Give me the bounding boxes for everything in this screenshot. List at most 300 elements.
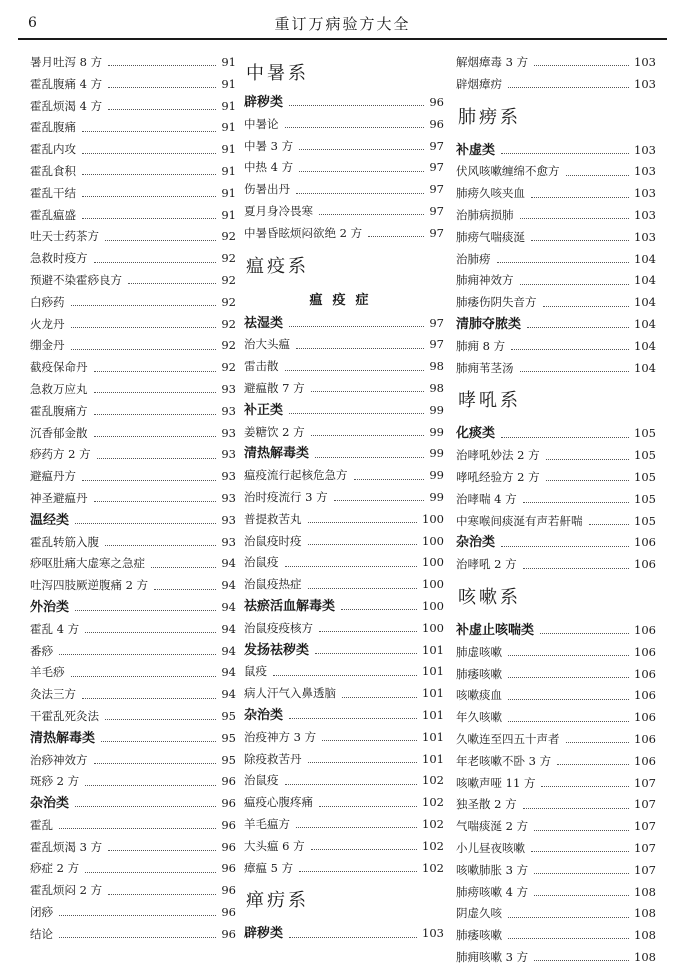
toc-entry (456, 947, 656, 969)
toc-entry (30, 314, 236, 336)
entry-label: 祛瘀活血解毒类 (244, 598, 336, 614)
entry-page: 107 (634, 819, 656, 834)
entry-label: 咳嗽痰血 (456, 688, 502, 703)
dot-leader (59, 915, 216, 916)
dot-leader (589, 524, 630, 525)
entry-page: 108 (634, 949, 656, 964)
entry-page: 105 (634, 491, 656, 506)
toc-entry (30, 292, 236, 314)
dot-leader (94, 262, 217, 263)
toc-entry (244, 179, 444, 201)
entry-label: 治肺病损肺 (456, 207, 514, 222)
toc-entry (456, 773, 656, 795)
entry-page: 93 (221, 534, 236, 549)
entry-page: 91 (221, 76, 236, 91)
dot-leader (108, 87, 216, 88)
entry-label: 年老咳嗽不卧 3 方 (456, 753, 552, 768)
dot-leader (82, 174, 216, 175)
entry-label: 霍乱 4 方 (30, 621, 80, 636)
toc-entry (30, 466, 236, 488)
toc-entry (456, 270, 656, 292)
category-entry (456, 140, 656, 162)
toc-entry (244, 552, 444, 574)
dot-leader (285, 370, 425, 371)
dot-leader (523, 502, 629, 503)
entry-page: 92 (221, 316, 236, 331)
toc-entry (30, 444, 236, 466)
toc-column-3 (456, 52, 656, 969)
entry-label: 除疫救苦丹 (244, 751, 302, 766)
entry-page: 103 (634, 164, 656, 179)
entry-label: 瘟疫心腹疼痛 (244, 795, 313, 810)
chapter-heading: 中暑系 (246, 63, 309, 84)
toc-entry (30, 139, 236, 161)
dot-leader (534, 830, 629, 831)
entry-label: 结论 (30, 926, 53, 941)
entry-label: 吐泻四肢厥逆腹痛 2 方 (30, 578, 149, 593)
entry-label: 预避不染霍痧良方 (30, 272, 122, 287)
dot-leader (311, 849, 417, 850)
dot-leader (308, 522, 418, 523)
entry-label: 伤暑出丹 (244, 182, 290, 197)
dot-leader (82, 218, 216, 219)
dot-leader (566, 175, 630, 176)
entry-label: 大头瘟 6 方 (244, 838, 305, 853)
toc-entry (30, 532, 236, 554)
entry-label: 清热解毒类 (244, 446, 310, 462)
toc-entry (30, 837, 236, 859)
dot-leader (308, 544, 418, 545)
entry-label: 神圣避瘟丹 (30, 490, 88, 505)
entry-page: 106 (634, 731, 656, 746)
dot-leader (308, 762, 418, 763)
dot-leader (511, 349, 629, 350)
entry-label: 截疫保命丹 (30, 360, 88, 375)
dot-leader (520, 371, 630, 372)
entry-label: 霍乱干结 (30, 185, 76, 200)
entry-label: 治大头瘟 (244, 337, 290, 352)
dot-leader (508, 938, 629, 939)
toc-entry (30, 706, 236, 728)
entry-label: 治哮喘 4 方 (456, 491, 517, 506)
entry-page: 91 (221, 163, 236, 178)
toc-entry (30, 553, 236, 575)
chapter-heading: 肺痨系 (458, 106, 521, 128)
entry-page: 92 (221, 229, 236, 244)
toc-entry (30, 750, 236, 772)
entry-label: 闭痧 (30, 905, 53, 920)
toc-entry (456, 161, 656, 183)
entry-label: 肺痿咳嗽 (456, 666, 502, 681)
entry-page: 96 (221, 796, 236, 811)
toc-column-2 (244, 52, 444, 945)
entry-page: 96 (221, 817, 236, 832)
category-entry (244, 705, 444, 727)
entry-label: 治时疫流行 3 方 (244, 489, 328, 504)
toc-entry (456, 205, 656, 227)
toc-entry (244, 356, 444, 378)
dot-leader (299, 871, 417, 872)
entry-page: 94 (221, 687, 236, 702)
entry-label: 羊毛痧 (30, 665, 65, 680)
toc-entry (244, 465, 444, 487)
dot-leader (296, 348, 424, 349)
entry-label: 肺痿伤阴失音方 (456, 295, 537, 310)
entry-label: 霍乱瘟盛 (30, 207, 76, 222)
entry-label: 白痧药 (30, 294, 65, 309)
entry-label: 久嗽连至四五十声者 (456, 731, 560, 746)
entry-page: 95 (221, 752, 236, 767)
dot-leader (82, 698, 216, 699)
entry-page: 106 (634, 622, 656, 637)
entry-page: 100 (422, 511, 444, 526)
entry-page: 94 (221, 665, 236, 680)
toc-entry (456, 467, 656, 489)
entry-page: 92 (221, 338, 236, 353)
entry-label: 普提救苦丸 (244, 511, 302, 526)
dot-leader (527, 327, 629, 328)
dot-leader (285, 566, 418, 567)
entry-label: 沉香郁金散 (30, 425, 88, 440)
toc-entry (456, 882, 656, 904)
page-number: 6 (28, 15, 37, 31)
toc-entry (244, 531, 444, 553)
category-entry (30, 510, 236, 532)
dot-leader (523, 808, 629, 809)
entry-label: 治鼠疫 (244, 555, 279, 570)
toc-entry (456, 860, 656, 882)
entry-page: 96 (221, 839, 236, 854)
entry-label: 中暑昏眩烦闷欲绝 2 方 (244, 225, 363, 240)
entry-label: 肺痿咳嗽 (456, 928, 502, 943)
category-entry (456, 314, 656, 336)
entry-page: 105 (634, 513, 656, 528)
entry-label: 干霍乱死灸法 (30, 708, 99, 723)
entry-label: 中暑论 (244, 116, 279, 131)
entry-page: 105 (634, 448, 656, 463)
dot-leader (94, 436, 217, 437)
dot-leader (315, 457, 424, 458)
entry-page: 107 (634, 797, 656, 812)
dot-leader (368, 236, 424, 237)
entry-page: 106 (634, 710, 656, 725)
toc-entry (456, 642, 656, 664)
dot-leader (289, 326, 424, 327)
entry-label: 瘴瘟 5 方 (244, 860, 294, 875)
entry-page: 99 (429, 402, 444, 417)
entry-page: 106 (634, 666, 656, 681)
entry-page: 105 (634, 426, 656, 441)
entry-page: 99 (429, 468, 444, 483)
entry-page: 106 (634, 753, 656, 768)
entry-label: 急救时疫方 (30, 251, 88, 266)
entry-page: 94 (221, 578, 236, 593)
entry-label: 瘟疫流行起核危急方 (244, 468, 348, 483)
entry-page: 94 (221, 621, 236, 636)
toc-entry (456, 751, 656, 773)
entry-label: 发扬祛秽类 (244, 642, 310, 658)
toc-entry (456, 794, 656, 816)
dot-leader (285, 127, 425, 128)
chapter-heading: 哮吼系 (458, 390, 521, 412)
entry-page: 107 (634, 775, 656, 790)
toc-entry (244, 661, 444, 683)
dot-leader (319, 214, 424, 215)
chapter-heading: 瘟疫系 (246, 255, 309, 277)
entry-page: 91 (221, 142, 236, 157)
dot-leader (557, 764, 629, 765)
category-entry (30, 597, 236, 619)
dot-leader (308, 588, 418, 589)
toc-entry (30, 248, 236, 270)
toc-entry (456, 445, 656, 467)
toc-entry (456, 358, 656, 380)
entry-label: 补正类 (244, 402, 284, 418)
entry-page: 103 (634, 55, 656, 69)
entry-label: 中热 4 方 (244, 160, 294, 175)
category-entry (30, 793, 236, 815)
chapter-heading: 咳嗽系 (458, 586, 521, 608)
toc-entry (244, 858, 444, 880)
entry-page: 91 (221, 120, 236, 135)
entry-label: 肺虚咳嗽 (456, 644, 502, 659)
toc-entry (30, 662, 236, 684)
entry-page: 103 (634, 76, 656, 91)
entry-label: 化痰类 (456, 426, 496, 442)
toc-entry (456, 707, 656, 729)
book-title: 重订万病验方大全 (274, 15, 411, 33)
entry-label: 绷金丹 (30, 338, 65, 353)
entry-page: 97 (429, 315, 444, 330)
dot-leader (501, 437, 629, 438)
toc-entry (30, 335, 236, 357)
dot-leader (501, 546, 629, 547)
dot-leader (508, 699, 629, 700)
dot-leader (508, 721, 629, 722)
entry-page: 107 (634, 862, 656, 877)
toc-entry (244, 618, 444, 640)
dot-leader (97, 458, 217, 459)
entry-label: 清热解毒类 (30, 730, 96, 746)
toc-entry (30, 858, 236, 880)
dot-leader (108, 109, 216, 110)
entry-page: 104 (634, 360, 656, 375)
entry-label: 霍乱烦闷 2 方 (30, 883, 103, 898)
entry-page: 93 (221, 469, 236, 484)
dot-leader (534, 65, 629, 66)
toc-entry (244, 157, 444, 179)
entry-label: 霍乱腹痛 (30, 120, 76, 135)
dot-leader (296, 193, 424, 194)
dot-leader (508, 87, 629, 88)
entry-page: 104 (634, 316, 656, 331)
dot-leader (273, 675, 417, 676)
entry-page: 97 (429, 138, 444, 153)
dot-leader (85, 872, 216, 873)
toc-entry (244, 378, 444, 400)
toc-entry (30, 161, 236, 183)
toc-entry (30, 379, 236, 401)
toc-entry (456, 183, 656, 205)
entry-label: 辟秽类 (244, 95, 284, 110)
page-header (18, 8, 667, 40)
dot-leader (105, 545, 216, 546)
toc-entry (244, 727, 444, 749)
dot-leader (540, 633, 629, 634)
entry-page: 91 (221, 207, 236, 222)
entry-label: 避瘟散 7 方 (244, 380, 305, 395)
toc-entry (244, 749, 444, 771)
dot-leader (108, 850, 216, 851)
entry-page: 96 (221, 905, 236, 920)
entry-label: 肺痈咳嗽 3 方 (456, 949, 529, 964)
entry-label: 清肺夺脓类 (456, 316, 522, 332)
toc-entry (456, 685, 656, 707)
toc-entry (30, 423, 236, 445)
entry-page: 102 (422, 795, 444, 810)
toc-entry (30, 902, 236, 924)
toc-entry (244, 509, 444, 531)
toc-entry (244, 223, 444, 245)
dot-leader (151, 567, 216, 568)
toc-entry (30, 488, 236, 510)
entry-page: 99 (429, 446, 444, 461)
entry-label: 避瘟丹方 (30, 469, 76, 484)
entry-label: 肺痨气喘痰涎 (456, 229, 525, 244)
dot-leader (128, 283, 216, 284)
dot-leader (334, 500, 425, 501)
toc-entry (456, 227, 656, 249)
category-entry (244, 596, 444, 618)
entry-label: 番痧 (30, 643, 53, 658)
entry-label: 霍乱烦渴 3 方 (30, 839, 103, 854)
dot-leader (520, 218, 630, 219)
entry-page: 94 (221, 599, 236, 614)
entry-page: 101 (422, 729, 444, 744)
toc-entry (30, 401, 236, 423)
entry-label: 霍乱烦渴 4 方 (30, 98, 103, 113)
entry-label: 霍乱内攻 (30, 142, 76, 157)
toc-entry (456, 511, 656, 533)
entry-page: 96 (429, 95, 444, 109)
entry-label: 姜糖饮 2 方 (244, 424, 305, 439)
toc-entry (244, 770, 444, 792)
toc-column-1 (30, 52, 236, 946)
entry-page: 106 (634, 535, 656, 550)
toc-entry (30, 641, 236, 663)
entry-page: 100 (422, 598, 444, 613)
entry-label: 独圣散 2 方 (456, 797, 517, 812)
toc-entry (244, 814, 444, 836)
entry-label: 斑痧 2 方 (30, 774, 80, 789)
chapter-heading: 瘅疠系 (246, 890, 309, 912)
entry-page: 108 (634, 928, 656, 943)
entry-label: 咳嗽声哑 11 方 (456, 775, 536, 790)
dot-leader (299, 171, 424, 172)
entry-label: 病人汗气入鼻透脑 (244, 686, 336, 701)
entry-page: 92 (221, 360, 236, 375)
entry-page: 97 (429, 182, 444, 197)
entry-page: 91 (221, 98, 236, 113)
entry-label: 治哮吼 2 方 (456, 557, 517, 572)
entry-page: 93 (221, 425, 236, 440)
entry-label: 伏风咳嗽缠绵不愈方 (456, 164, 560, 179)
toc-entry (244, 422, 444, 444)
dot-leader (508, 917, 629, 918)
toc-entry (30, 619, 236, 641)
entry-page: 96 (221, 774, 236, 789)
category-entry (30, 728, 236, 750)
category-entry (456, 423, 656, 445)
dot-leader (342, 697, 417, 698)
entry-page: 99 (429, 489, 444, 504)
entry-page: 102 (422, 838, 444, 853)
entry-page: 93 (221, 381, 236, 396)
entry-label: 补虚止咳喘类 (456, 622, 535, 638)
dot-leader (315, 653, 417, 654)
dot-leader (289, 937, 417, 938)
toc-entry (456, 925, 656, 947)
dot-leader (75, 806, 216, 807)
toc-entry (30, 74, 236, 96)
entry-page: 97 (429, 160, 444, 175)
entry-page: 93 (221, 490, 236, 505)
dot-leader (94, 763, 217, 764)
entry-page: 107 (634, 840, 656, 855)
entry-label: 痧呕肚痛大虚寒之急症 (30, 556, 145, 571)
dot-leader (82, 480, 216, 481)
entry-page: 96 (221, 926, 236, 941)
entry-page: 103 (634, 229, 656, 244)
section-heading: 瘟疫症 (309, 292, 379, 308)
dot-leader (59, 654, 216, 655)
dot-leader (546, 459, 629, 460)
entry-page: 103 (634, 207, 656, 222)
entry-page: 104 (634, 273, 656, 288)
dot-leader (59, 937, 216, 938)
entry-label: 肺痈苇茎汤 (456, 360, 514, 375)
entry-label: 痧症 2 方 (30, 861, 80, 876)
category-entry (456, 620, 656, 642)
dot-leader (541, 786, 629, 787)
entry-label: 肺痈神效方 (456, 273, 514, 288)
entry-label: 杂治类 (30, 796, 70, 812)
toc-entry (456, 249, 656, 271)
entry-label: 中暑 3 方 (244, 138, 294, 153)
entry-label: 霍乱腹痛 4 方 (30, 76, 103, 91)
dot-leader (94, 392, 217, 393)
entry-label: 肺痨久咳夹血 (456, 186, 525, 201)
category-entry (244, 923, 444, 945)
dot-leader (75, 610, 216, 611)
entry-page: 101 (422, 686, 444, 701)
entry-label: 杂治类 (244, 707, 284, 723)
entry-label: 小儿昼夜咳嗽 (456, 840, 525, 855)
entry-page: 103 (634, 186, 656, 201)
entry-page: 91 (221, 185, 236, 200)
toc-entry (30, 96, 236, 118)
dot-leader (289, 413, 424, 414)
entry-label: 肺痨咳嗽 4 方 (456, 884, 529, 899)
dot-leader (311, 435, 425, 436)
entry-label: 治肺痨 (456, 251, 491, 266)
entry-label: 年久咳嗽 (456, 710, 502, 725)
toc-entry (456, 336, 656, 358)
entry-page: 104 (634, 251, 656, 266)
toc-entry (456, 903, 656, 925)
entry-label: 痧药方 2 方 (30, 447, 91, 462)
entry-label: 解烟瘴毒 3 方 (456, 55, 529, 69)
